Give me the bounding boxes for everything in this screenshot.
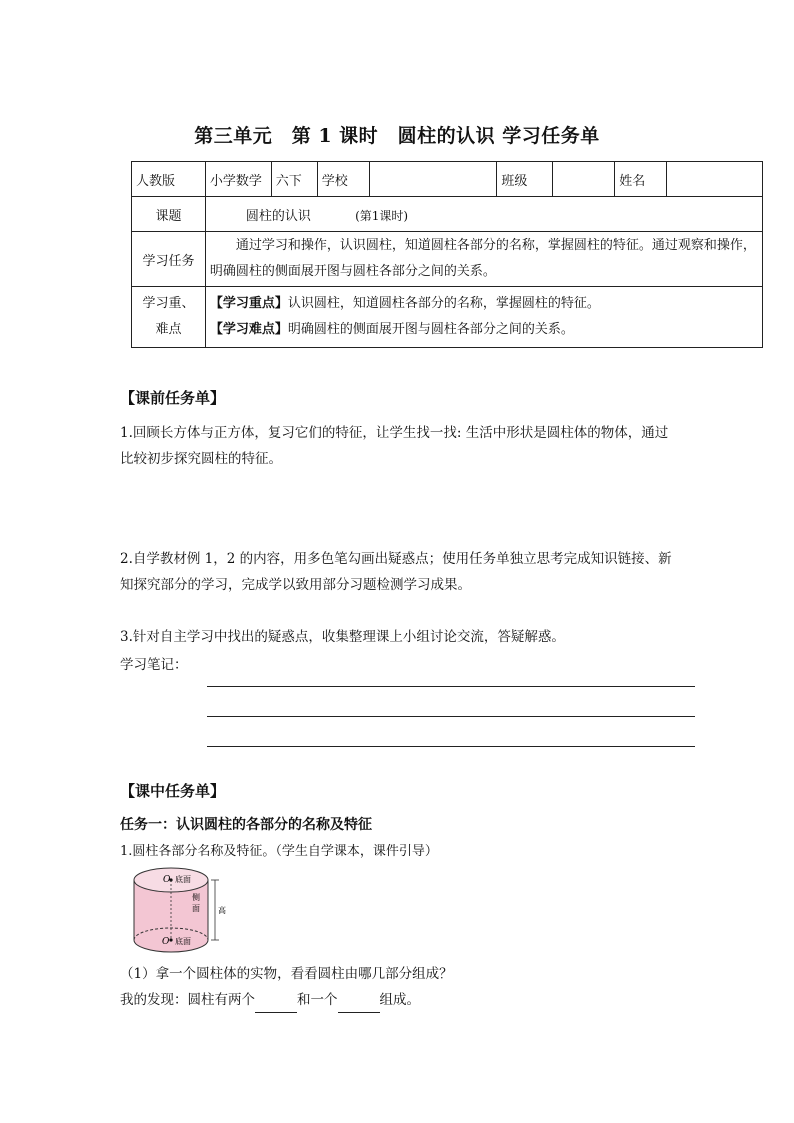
focus-tag: 【学习重点】 xyxy=(209,296,288,311)
notes-line-3[interactable] xyxy=(207,746,695,747)
publisher-cell: 人教版 xyxy=(132,162,206,197)
task-label: 学习任务 xyxy=(132,232,206,287)
key-label xyxy=(132,287,206,348)
school-label: 学校 xyxy=(317,162,369,197)
key-label-line2: 难点 xyxy=(155,322,182,337)
in-class-heading: 【课中任务单】 xyxy=(120,782,226,800)
bottom-base-label: 底面 xyxy=(175,937,191,946)
finding-blank-2[interactable] xyxy=(338,998,380,1013)
class-label: 班级 xyxy=(497,162,553,197)
name-label: 姓名 xyxy=(615,162,667,197)
topic-value-cell xyxy=(205,197,762,232)
topic-label: 课题 xyxy=(132,197,206,232)
school-value[interactable] xyxy=(369,162,497,197)
page-title: 第三单元 第 1 课时 圆柱的认识 学习任务单 xyxy=(194,125,600,147)
difficulty-row xyxy=(210,317,758,343)
focus-text: 认识圆柱，知道圆柱各部分的名称，掌握圆柱的特征。 xyxy=(287,296,600,311)
notes-label: 学习笔记： xyxy=(120,657,188,673)
top-base-label: 底面 xyxy=(175,875,191,884)
task1-title: 任务一：认识圆柱的各部分的名称及特征 xyxy=(120,817,372,833)
side-label-1: 侧 xyxy=(192,893,200,902)
pre-item-3: 3.针对自主学习中找出的疑惑点，收集整理课上小组讨论交流，答疑解惑。 xyxy=(120,629,565,645)
class-value[interactable] xyxy=(553,162,615,197)
pre-class-heading: 【课前任务单】 xyxy=(120,389,226,407)
side-label-2: 面 xyxy=(192,904,200,913)
info-table xyxy=(131,161,763,348)
difficulty-text: 明确圆柱的侧面展开图与圆柱各部分之间的关系。 xyxy=(287,322,574,337)
pre-item-1: 1.回顾长方体与正方体，复习它们的特征，让学生找一找: 生活中形状是圆柱体的物体，通过比较初步探究圆柱的特征。 xyxy=(120,425,669,467)
notes-line-1[interactable] xyxy=(207,686,695,687)
notes-line-2[interactable] xyxy=(207,716,695,717)
finding-suffix: 组成。 xyxy=(379,992,420,1008)
in-item-1: 1.圆柱各部分名称及特征。（学生自学课本，课件引导） xyxy=(120,844,438,859)
pre-item-2: 2.自学教材例 1，2 的内容，用多色笔勾画出疑惑点；使用任务单独立思考完成知识链接、新知探究部分的学习，完成学以致用部分习题检测学习成果。 xyxy=(120,551,672,593)
difficulty-tag: 【学习难点】 xyxy=(209,322,288,337)
question-1: （1）拿一个圆柱体的实物，看看圆柱由哪几部分组成？ xyxy=(120,966,453,982)
grade-cell: 六下 xyxy=(271,162,317,197)
finding-prefix: 我的发现：圆柱有两个 xyxy=(120,992,255,1008)
cylinder-diagram xyxy=(128,866,230,956)
name-value[interactable] xyxy=(667,162,763,197)
subject-cell: 小学数学 xyxy=(205,162,271,197)
finding-blank-1[interactable] xyxy=(255,998,297,1013)
key-label-line1: 学习重、 xyxy=(142,296,195,311)
top-center-label: O xyxy=(163,875,171,885)
key-content xyxy=(205,287,762,348)
focus-row xyxy=(210,291,758,317)
finding-row xyxy=(120,987,700,1013)
height-label: 高 xyxy=(218,906,226,915)
topic-note: (第1课时) xyxy=(355,208,409,223)
finding-mid: 和一个 xyxy=(297,992,338,1008)
bottom-center-label: O xyxy=(162,937,170,947)
topic-value: 圆柱的认识 xyxy=(245,208,311,224)
task-value: 通过学习和操作，认识圆柱，知道圆柱各部分的名称，掌握圆柱的特征。通过观察和操作，明确圆柱的侧面展开图与圆柱各部分之间的关系。 xyxy=(205,232,762,287)
